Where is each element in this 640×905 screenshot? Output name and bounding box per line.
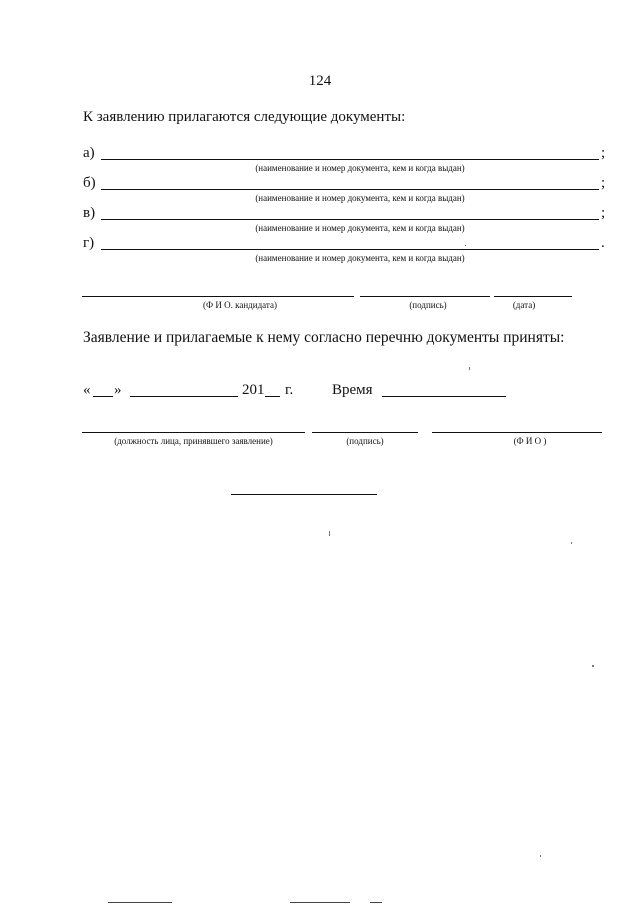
candidate-date-caption: (дата) [512,300,536,310]
date-year-suffix: г. [285,382,294,398]
document-row-a-field[interactable] [101,159,599,160]
scan-edge-mark [108,902,172,903]
official-fio-caption: (Ф И О ) [513,436,547,446]
candidate-date-line[interactable] [494,296,572,297]
document-row-b-label: б) [83,175,96,191]
document-row-a-label: а) [83,145,95,161]
date-close-quote: » [114,382,122,398]
document-row-g-label: г) [83,235,95,251]
candidate-fio-line[interactable] [82,296,354,297]
document-row-a-end: ; [601,145,606,161]
scan-speck [540,855,541,857]
document-row-b-end: ; [601,175,606,191]
official-signature-caption: (подпись) [346,436,384,446]
scan-speck [469,367,470,370]
document-row-b-caption: (наименование и номер документа, кем и когда выдан) [255,193,465,203]
date-year-field[interactable] [265,396,280,397]
document-row-g-field[interactable] [101,249,599,250]
document-row-v-label: в) [83,205,96,221]
official-signature-line[interactable] [312,432,418,433]
document-row-v-caption: (наименование и номер документа, кем и когда выдан) [255,223,465,233]
candidate-signature-line[interactable] [360,296,490,297]
attachments-heading: К заявлению прилагаются следующие документы: [83,109,406,125]
document-row-g-end: . [601,235,605,251]
date-open-quote: « [83,382,91,398]
document-row-g-caption: (наименование и номер документа, кем и когда выдан) [255,253,465,263]
candidate-fio-caption: (Ф И О. кандидата) [203,300,277,310]
document-row-v-end: ; [601,205,606,221]
official-position-line[interactable] [82,432,305,433]
closing-separator [231,494,377,495]
date-year-prefix: 201 [242,382,265,398]
official-fio-line[interactable] [432,432,602,433]
accepted-statement: Заявление и прилагаемые к нему согласно перечню документы приняты: [83,329,565,346]
time-field[interactable] [382,396,506,397]
document-row-a-caption: (наименование и номер документа, кем и когда выдан) [255,163,465,173]
candidate-signature-caption: (подпись) [409,300,447,310]
time-label: Время [332,382,373,398]
document-row-v-field[interactable] [101,219,599,220]
official-position-caption: (должность лица, принявшего заявление) [114,436,273,446]
scan-edge-mark [370,902,382,903]
scan-speck [329,531,330,536]
date-day-field[interactable] [93,396,113,397]
scan-speck [465,245,466,246]
scan-speck [571,542,572,544]
document-row-b-field[interactable] [101,189,599,190]
page-number: 124 [308,73,332,89]
date-month-field[interactable] [130,396,238,397]
scan-edge-mark [290,902,350,903]
scan-speck [592,665,594,667]
